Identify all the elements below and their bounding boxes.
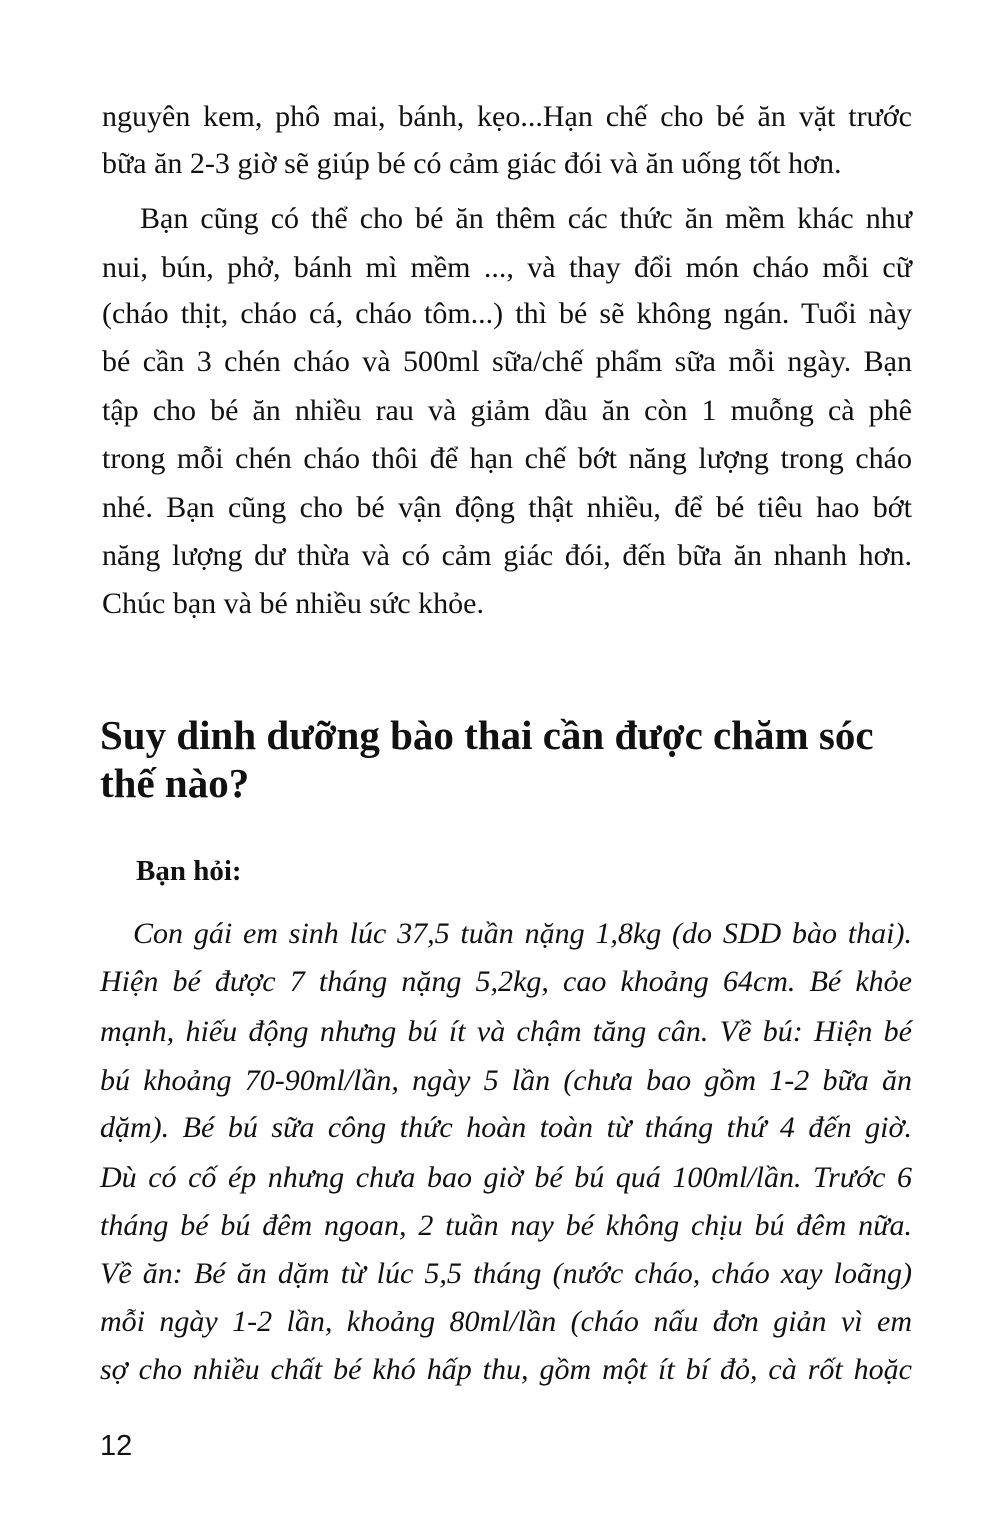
question-line: dặm). Bé bú sữa công thức hoàn toàn từ tháng thứ 4 đến giờ.	[100, 1111, 912, 1144]
question-line: mạnh, hiếu động nhưng bú ít và chậm tăng cân. Về bú: Hiện bé	[100, 1015, 912, 1048]
paragraph-line: năng lượng dư thừa và có cảm giác đói, đến bữa ăn nhanh hơn.	[102, 539, 912, 572]
question-line: Con gái em sinh lúc 37,5 tuần nặng 1,8kg (do SDD bào thai).	[133, 917, 912, 950]
page-number: 12	[100, 1430, 133, 1462]
question-label: Bạn hỏi:	[136, 855, 242, 887]
paragraph-line: Chúc bạn và bé nhiều sức khỏe.	[102, 587, 484, 620]
paragraph-line: nhé. Bạn cũng cho bé vận động thật nhiều, để bé tiêu hao bớt	[102, 491, 912, 524]
paragraph-line: (cháo thịt, cháo cá, cháo tôm...) thì bé sẽ không ngán. Tuổi này	[102, 297, 912, 330]
paragraph-line: Bạn cũng có thể cho bé ăn thêm các thức ăn mềm khác như	[140, 202, 912, 235]
paragraph-line: nguyên kem, phô mai, bánh, kẹo...Hạn chế cho bé ăn vặt trước	[102, 100, 912, 133]
paragraph-line: tập cho bé ăn nhiều rau và giảm dầu ăn còn 1 muỗng cà phê	[102, 394, 912, 427]
question-line: Về ăn: Bé ăn dặm từ lúc 5,5 tháng (nước cháo, cháo xay loãng)	[100, 1257, 912, 1290]
question-line: bú khoảng 70-90ml/lần, ngày 5 lần (chưa bao gồm 1-2 bữa ăn	[100, 1064, 912, 1097]
section-heading-line: thế nào?	[100, 760, 250, 806]
paragraph-line: bữa ăn 2-3 giờ sẽ giúp bé có cảm giác đói và ăn uống tốt hơn.	[102, 147, 842, 180]
paragraph-line: trong mỗi chén cháo thôi để hạn chế bớt năng lượng trong cháo	[102, 442, 912, 475]
paragraph-line: nui, bún, phở, bánh mì mềm ..., và thay đổi món cháo mỗi cữ	[102, 251, 912, 284]
question-line: Hiện bé được 7 tháng nặng 5,2kg, cao khoảng 64cm. Bé khỏe	[100, 965, 912, 998]
paragraph-line: bé cần 3 chén cháo và 500ml sữa/chế phẩm sữa mỗi ngày. Bạn	[102, 345, 912, 378]
question-line: sợ cho nhiều chất bé khó hấp thu, gồm một ít bí đỏ, cà rốt hoặc	[100, 1353, 912, 1386]
question-line: tháng bé bú đêm ngoan, 2 tuần nay bé không chịu bú đêm nữa.	[100, 1209, 912, 1242]
question-line: mỗi ngày 1-2 lần, khoảng 80ml/lần (cháo nấu đơn giản vì em	[100, 1305, 912, 1338]
question-line: Dù có cố ép nhưng chưa bao giờ bé bú quá 100ml/lần. Trước 6	[100, 1161, 912, 1194]
section-heading-line: Suy dinh dưỡng bào thai cần được chăm sóc	[100, 712, 874, 758]
